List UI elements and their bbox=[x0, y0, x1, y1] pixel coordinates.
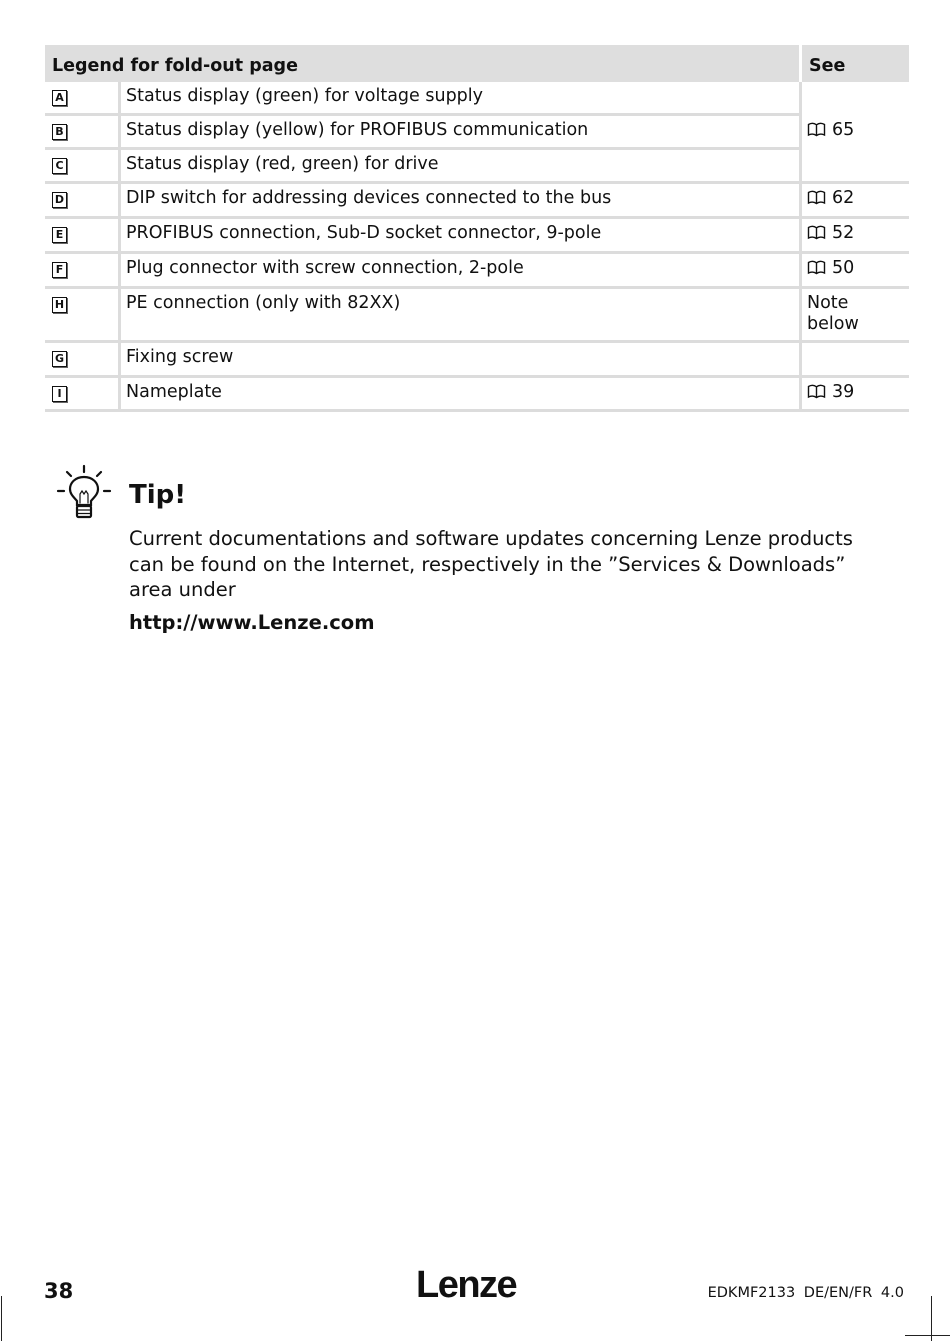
key-label: F bbox=[52, 262, 67, 278]
page-ref-number: 50 bbox=[832, 258, 855, 278]
key-label: G bbox=[52, 351, 67, 367]
key-label: E bbox=[52, 227, 67, 243]
legend-description: Status display (green) for voltage supply bbox=[121, 82, 799, 116]
legend-description: Status display (yellow) for PROFIBUS communication bbox=[121, 116, 799, 150]
legend-header-row bbox=[45, 45, 909, 82]
see-column-header: See bbox=[799, 45, 909, 82]
note-line-1: Note bbox=[807, 293, 849, 313]
legend-row bbox=[45, 378, 909, 412]
legend-row bbox=[45, 150, 909, 184]
brand-logo: Lenze bbox=[416, 1264, 517, 1306]
lightbulb-icon bbox=[55, 464, 115, 526]
legend-description: Plug connector with screw connection, 2-pole bbox=[121, 254, 799, 289]
website-link[interactable]: http://www.Lenze.com bbox=[129, 611, 375, 634]
tip-heading: Tip! bbox=[129, 480, 187, 510]
legend-description: DIP switch for addressing devices connected to the bus bbox=[121, 184, 799, 219]
book-icon bbox=[807, 122, 826, 142]
legend-row bbox=[45, 289, 909, 343]
page-ref-number: 52 bbox=[832, 223, 855, 243]
tip-body: Current documentations and software updates concerning Lenze products can be found on the Internet, respectively in the ”Services & Downloads” area under bbox=[129, 527, 853, 601]
page-ref-number: 39 bbox=[832, 382, 855, 402]
page-reference bbox=[799, 184, 909, 219]
legend-description: Fixing screw bbox=[121, 343, 799, 378]
crop-mark-left bbox=[1, 1296, 2, 1341]
legend-title: Legend for fold-out page bbox=[45, 45, 799, 82]
legend-row bbox=[45, 254, 909, 289]
key-label: I bbox=[52, 386, 67, 402]
legend-row bbox=[45, 82, 909, 116]
legend-description: PROFIBUS connection, Sub-D socket connector, 9-pole bbox=[121, 219, 799, 254]
legend-row bbox=[45, 116, 909, 150]
page-reference bbox=[799, 219, 909, 254]
note-line-2: below bbox=[807, 314, 859, 334]
book-icon bbox=[807, 384, 826, 404]
legend-description: Status display (red, green) for drive bbox=[121, 150, 799, 184]
crop-mark-right-horizontal bbox=[905, 1335, 950, 1336]
page-ref-number: 65 bbox=[832, 120, 855, 140]
page-reference bbox=[799, 378, 909, 412]
page-reference bbox=[799, 289, 909, 343]
page-reference bbox=[799, 254, 909, 289]
legend-row bbox=[45, 343, 909, 378]
legend-row bbox=[45, 219, 909, 254]
page-number: 38 bbox=[44, 1279, 74, 1303]
legend-description: PE connection (only with 82XX) bbox=[121, 289, 799, 343]
document-reference: EDKMF2133 DE/EN/FR 4.0 bbox=[707, 1285, 904, 1301]
key-label: H bbox=[52, 297, 67, 313]
page-reference-empty bbox=[799, 343, 909, 378]
page-ref-number: 62 bbox=[832, 188, 855, 208]
key-label: C bbox=[52, 158, 67, 174]
page-reference bbox=[799, 82, 909, 184]
book-icon bbox=[807, 260, 826, 280]
key-label: A bbox=[52, 90, 67, 106]
legend-row bbox=[45, 184, 909, 219]
legend-table bbox=[45, 45, 909, 412]
legend-description: Nameplate bbox=[121, 378, 799, 412]
key-label: D bbox=[52, 192, 67, 208]
key-label: B bbox=[52, 124, 67, 140]
book-icon bbox=[807, 225, 826, 245]
book-icon bbox=[807, 190, 826, 210]
